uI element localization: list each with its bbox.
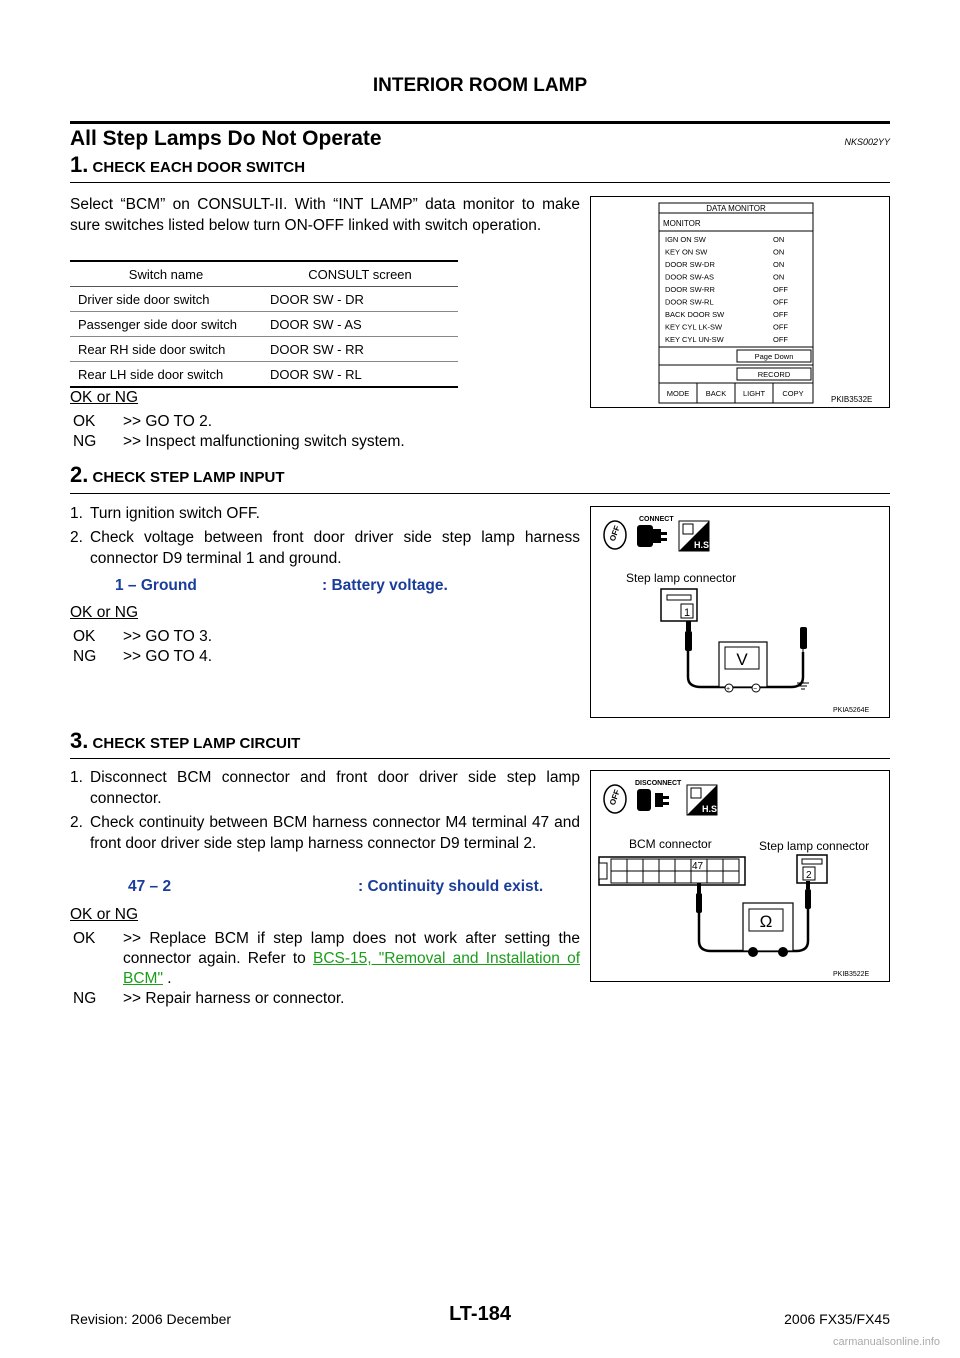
svg-text:H.S.: H.S. [694, 540, 712, 550]
ok-label: OK [73, 628, 96, 645]
ok-text: >> GO TO 2. [123, 413, 213, 430]
light-button: LIGHT [742, 389, 766, 398]
step-lamp-input-figure [590, 506, 890, 718]
step2-heading [70, 462, 285, 488]
copy-button: COPY [782, 389, 804, 398]
step-lamp-input-diagram [591, 507, 889, 717]
ok-label: OK [73, 413, 96, 430]
step3-spec-left: 47 – 2 [128, 878, 172, 895]
table-header: CONSULT screen [262, 261, 458, 287]
section-code: NKS002YY [844, 137, 890, 147]
ng-text: >> Repair harness or connector. [123, 990, 345, 1007]
figure-code: PKIA5264E [833, 707, 870, 714]
back-button: BACK [705, 389, 727, 398]
page-down-button: Page Down [754, 352, 794, 361]
step1-text: Select “BCM” on CONSULT-II. With “INT LAMP” data monitor to make sure switches listed below turn ON-OFF linked with switch operation. [70, 196, 580, 234]
monitor-item-value: ON [773, 272, 785, 282]
monitor-item-name: BACK DOOR SW [665, 310, 725, 319]
data-monitor-screen [591, 197, 889, 407]
section-title: All Step Lamps Do Not Operate [70, 127, 382, 150]
step3-list [70, 767, 580, 854]
monitor-item-name: DOOR SW-AS [665, 272, 715, 282]
ng-text: >> GO TO 4. [123, 648, 213, 665]
monitor-item-name: DOOR SW-RL [665, 297, 714, 307]
list-item: 2. Check voltage between front door driver side step lamp harness connector D9 terminal 1 and ground. [70, 529, 580, 567]
monitor-item-value: OFF [773, 297, 788, 307]
monitor-item-value: ON [773, 247, 785, 257]
monitor-subtitle: MONITOR [663, 219, 701, 228]
ng-text: >> Inspect malfunctioning switch system. [123, 433, 405, 450]
step3-title: CHECK STEP LAMP CIRCUIT [92, 735, 301, 752]
figure-code: PKIB3522E [833, 971, 870, 978]
page-number: LT-184 [449, 1303, 511, 1325]
ignition-off-icon [604, 521, 626, 549]
ok-text: >> Replace BCM if step lamp does not work after setting the connector again. Refer to [123, 930, 580, 967]
svg-text:H.S.: H.S. [702, 804, 720, 814]
step3-results: OK >> Replace BCM if step lamp does not work after setting the connector again. Refer to BCS-15, "Removal and Installation of BCM" . NG >> Repair harness or connector. [70, 929, 580, 1009]
step2-number: 2. [70, 462, 89, 487]
step1-rule [70, 182, 890, 183]
step3-rule [70, 758, 890, 759]
bcs-15-link[interactable]: BCS-15, "Removal and Installation of BCM" [123, 950, 580, 987]
list-item: 1. Disconnect BCM connector and front door driver side step lamp connector. [70, 769, 580, 807]
table-row [70, 337, 458, 362]
step1-heading [70, 152, 305, 178]
step-lamp-connector [797, 855, 827, 883]
step3-spec-right: : Continuity should exist. [358, 878, 544, 895]
ok-text: >> GO TO 3. [123, 628, 213, 645]
monitor-item-name: DOOR SW-DR [665, 260, 715, 269]
harness-side-icon [687, 785, 720, 815]
monitor-title: DATA MONITOR [706, 204, 766, 213]
step-lamp-connector-label: Step lamp connector [759, 839, 870, 853]
terminal-2-label: 2 [806, 870, 812, 881]
step1-results [70, 412, 580, 452]
monitor-item-value: ON [773, 235, 785, 244]
page-header-title: INTERIOR ROOM LAMP [372, 75, 588, 96]
record-button: RECORD [757, 370, 791, 379]
monitor-item-value: OFF [773, 322, 788, 332]
voltmeter-icon: V [736, 650, 748, 669]
bcm-connector [599, 857, 745, 885]
table-cell: DOOR SW - AS [262, 312, 458, 337]
ng-label: NG [73, 990, 97, 1007]
step2-rule [70, 493, 890, 494]
data-monitor-figure [590, 196, 890, 408]
table-row [70, 287, 458, 312]
step2-spec-right: : Battery voltage. [322, 577, 448, 594]
harness-side-icon [679, 521, 712, 551]
monitor-item-value: ON [773, 260, 785, 269]
terminal-47-label: 47 [692, 861, 704, 872]
svg-text:OFF: OFF [607, 788, 622, 807]
step3-heading [70, 728, 300, 754]
step2-list [70, 503, 580, 569]
step1-title: CHECK EACH DOOR SWITCH [92, 159, 306, 176]
list-item: 1. Turn ignition switch OFF. [70, 505, 260, 522]
table-cell: Rear RH side door switch [70, 337, 262, 362]
table-cell: Passenger side door switch [70, 312, 262, 337]
disconnect-label: DISCONNECT [635, 780, 682, 787]
step2-results [70, 627, 580, 667]
ignition-off-icon [604, 785, 626, 813]
switch-table [70, 260, 458, 388]
step2-spec-left: 1 – Ground [115, 577, 197, 594]
step2-title: CHECK STEP LAMP INPUT [92, 469, 285, 486]
table-cell: DOOR SW - RL [262, 362, 458, 388]
step-lamp-circuit-figure [590, 770, 890, 982]
terminal-1-label: 1 [684, 607, 691, 619]
table-cell: Rear LH side door switch [70, 362, 262, 388]
plus-terminal: + [726, 686, 731, 693]
table-cell: DOOR SW - RR [262, 337, 458, 362]
connect-icon [637, 525, 667, 547]
ng-label: NG [73, 433, 97, 450]
table-header: Switch name [70, 261, 262, 287]
monitor-item-value: OFF [773, 335, 788, 344]
ohmmeter-icon: Ω [759, 912, 773, 931]
monitor-item-name: KEY ON SW [665, 247, 708, 257]
table-row [70, 312, 458, 337]
step3-okng: OK or NG [70, 906, 139, 923]
table-cell: DOOR SW - DR [262, 287, 458, 312]
monitor-item-name: KEY CYL LK-SW [665, 322, 723, 332]
step-lamp-connector-label: Step lamp connector [626, 571, 737, 585]
svg-text:OFF: OFF [607, 524, 622, 543]
mode-button: MODE [666, 389, 690, 398]
monitor-item-value: OFF [773, 285, 788, 294]
monitor-item-name: KEY CYL UN-SW [665, 335, 724, 344]
ok-label: OK [73, 930, 96, 947]
ng-label: NG [73, 648, 97, 665]
monitor-item-value: OFF [773, 310, 788, 319]
step1-number: 1. [70, 152, 89, 177]
footer-model: 2006 FX35/FX45 [784, 1311, 890, 1327]
table-cell: Driver side door switch [70, 287, 262, 312]
table-row [70, 362, 458, 388]
figure-code: PKIB3532E [831, 395, 873, 404]
step-lamp-circuit-diagram [591, 771, 889, 981]
step3-number: 3. [70, 728, 89, 753]
monitor-item-name: DOOR SW-RR [665, 285, 715, 294]
list-item: 2. Check continuity between BCM harness connector M4 terminal 47 and front door driver side step lamp harness connector D9 terminal 2. [70, 814, 580, 852]
bcm-connector-label: BCM connector [629, 837, 712, 851]
minus-terminal: − [753, 686, 758, 693]
step1-okng: OK or NG [70, 389, 139, 406]
monitor-item-name: IGN ON SW [665, 235, 706, 244]
footer-revision: Revision: 2006 December [70, 1311, 232, 1327]
header-rule [70, 121, 890, 124]
connect-label: CONNECT [639, 516, 674, 523]
watermark: carmanualsonline.info [832, 1336, 940, 1348]
step2-okng: OK or NG [70, 604, 139, 621]
disconnect-icon [637, 789, 669, 811]
